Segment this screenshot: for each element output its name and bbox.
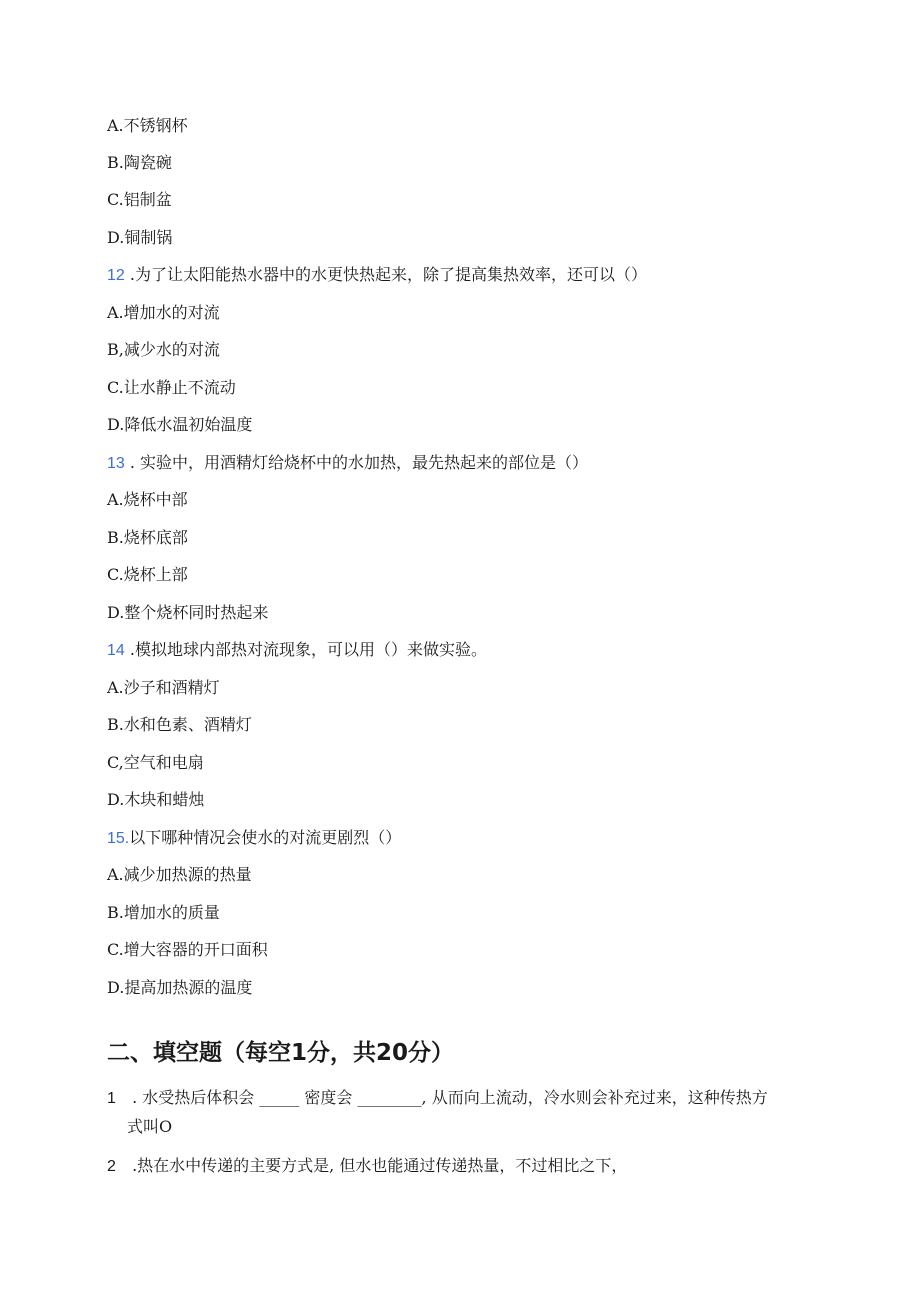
fill-question-1 — [107, 1084, 797, 1141]
question-stem: .模拟地球内部热对流现象，可以用（）来做实验。 — [124, 640, 487, 659]
q11-option-a: A.不锈钢杯 — [107, 116, 188, 135]
question-number: 12 — [107, 267, 125, 284]
question-stem: .为了让太阳能热水器中的水更快热起来，除了提高集热效率，还可以（） — [124, 265, 647, 284]
question-number: 15. — [107, 830, 130, 847]
q15-option-d: D.提高加热源的温度 — [107, 978, 253, 997]
fill-question-2 — [107, 1152, 797, 1181]
question-number: 13 — [107, 455, 125, 472]
q11-option-c: C.铝制盆 — [107, 190, 172, 209]
question-12 — [107, 264, 647, 287]
fill-question-text: .热在水中传递的主要方式是, 但水也能通过传递热量，不过相比之下， — [127, 1156, 628, 1175]
section-heading: 二、填空题（每空1分，共20分） — [107, 1040, 455, 1066]
q12-option-b: B,减少水的对流 — [107, 340, 220, 359]
q13-option-a: A.烧杯中部 — [107, 490, 188, 509]
q11-option-b: B.陶瓷碗 — [107, 153, 172, 172]
question-14 — [107, 639, 487, 662]
q14-option-c: C,空气和电扇 — [107, 753, 204, 772]
question-13 — [107, 452, 588, 475]
question-number: 14 — [107, 642, 125, 659]
q13-option-c: C.烧杯上部 — [107, 565, 188, 584]
q15-option-a: A.减少加热源的热量 — [107, 865, 252, 884]
question-stem: 以下哪种情况会使水的对流更剧烈（） — [129, 828, 402, 847]
fill-question-number: 2 — [107, 1158, 116, 1175]
q13-option-b: B.烧杯底部 — [107, 528, 188, 547]
fill-question-number: 1 — [107, 1090, 116, 1107]
fill-question-continuation: 式叫O — [127, 1117, 173, 1136]
q14-option-a: A.沙子和酒精灯 — [107, 678, 220, 697]
q14-option-b: B.水和色素、酒精灯 — [107, 715, 252, 734]
q11-option-d: D.铜制锅 — [107, 228, 173, 247]
q12-option-d: D.降低水温初始温度 — [107, 415, 253, 434]
q12-option-c: C.让水静止不流动 — [107, 378, 236, 397]
q15-option-c: C.增大容器的开口面积 — [107, 940, 268, 959]
question-stem: . 实验中，用酒精灯给烧杯中的水加热，最先热起来的部位是（） — [124, 453, 589, 472]
q12-option-a: A.增加水的对流 — [107, 303, 220, 322]
fill-question-text: . 水受热后体积会 _____ 密度会 ________, 从而向上流动，冷水则会补充过来，这种传热方 — [127, 1088, 768, 1107]
q13-option-d: D.整个烧杯同时热起来 — [107, 603, 269, 622]
q14-option-d: D.木块和蜡烛 — [107, 790, 205, 809]
q15-option-b: B.增加水的质量 — [107, 903, 220, 922]
question-15 — [107, 827, 401, 850]
